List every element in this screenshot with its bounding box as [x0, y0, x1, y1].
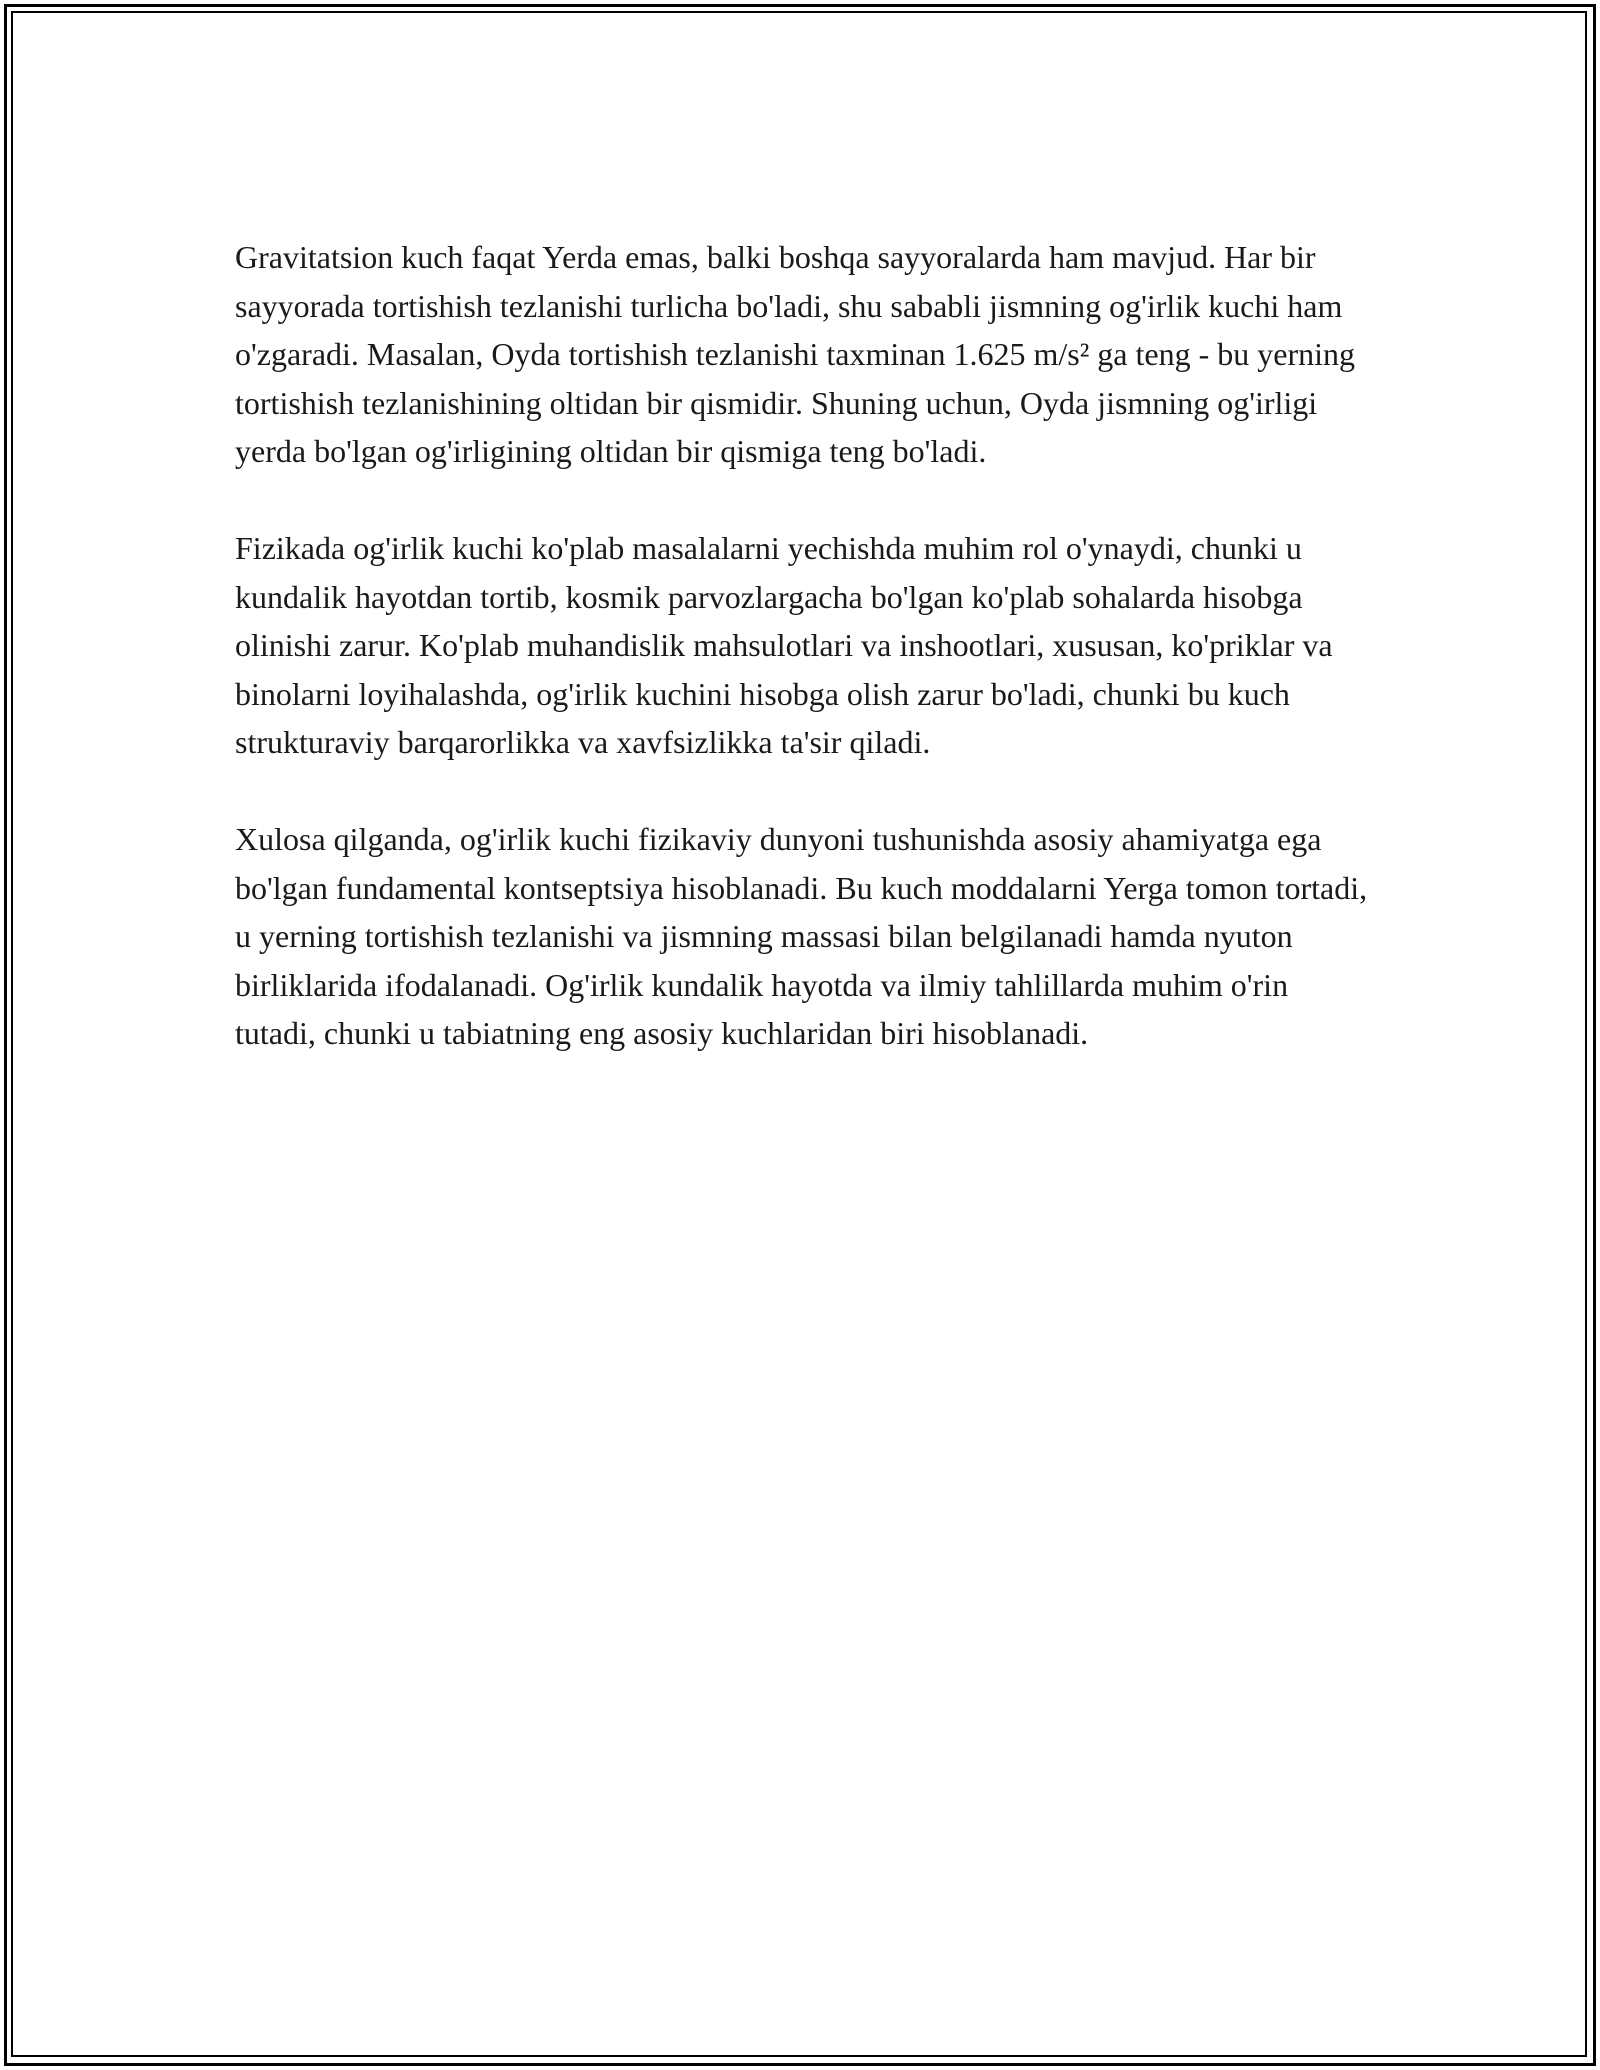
paragraph-3: Xulosa qilganda, og'irlik kuchi fizikaviy dunyoni tushunishda asosiy ahamiyatga ega bo'lgan fundamental kontseptsiya hisoblanadi. Bu kuch moddalarni Yerga tomon tortadi, u yerning tortishish tezlanishi va jismning massasi bilan belgilanadi hamda nyuton birliklarida ifodalanadi. Og'irlik kundalik hayotda va ilmiy tahlillarda muhim o'rin tutadi, chunki u tabiatning eng asosiy kuchlaridan biri hisoblanadi.: [235, 820, 1368, 1052]
document-body: [235, 233, 1375, 1106]
paragraph-1: Gravitatsion kuch faqat Yerda emas, balki boshqa sayyoralarda ham mavjud. Har bir sayyorada tortishish tezlanishi turlicha bo'ladi, shu sababli jismning og'irlik kuchi ham o'zgaradi. Masalan, Oyda tortishish tezlanishi taxminan 1.625 m/s² ga teng - bu yerning tortishish tezlanishining oltidan bir qismidir. Shuning uchun, Oyda jismning og'irligi yerda bo'lgan og'irligining oltidan bir qismiga teng bo'ladi.: [235, 239, 1355, 470]
paragraph-2: Fizikada og'irlik kuchi ko'plab masalalarni yechishda muhim rol o'ynaydi, chunki u kundalik hayotdan tortib, kosmik parvozlargacha bo'lgan ko'plab sohalarda hisobga olinishi zarur. Ko'plab muhandislik mahsulotlari va inshootlari, xususan, ko'priklar va binolarni loyihalashda, og'irlik kuchini hisobga olish zarur bo'ladi, chunki bu kuch strukturaviy barqarorlikka va xavfsizlikka ta'sir qiladi.: [235, 529, 1333, 761]
